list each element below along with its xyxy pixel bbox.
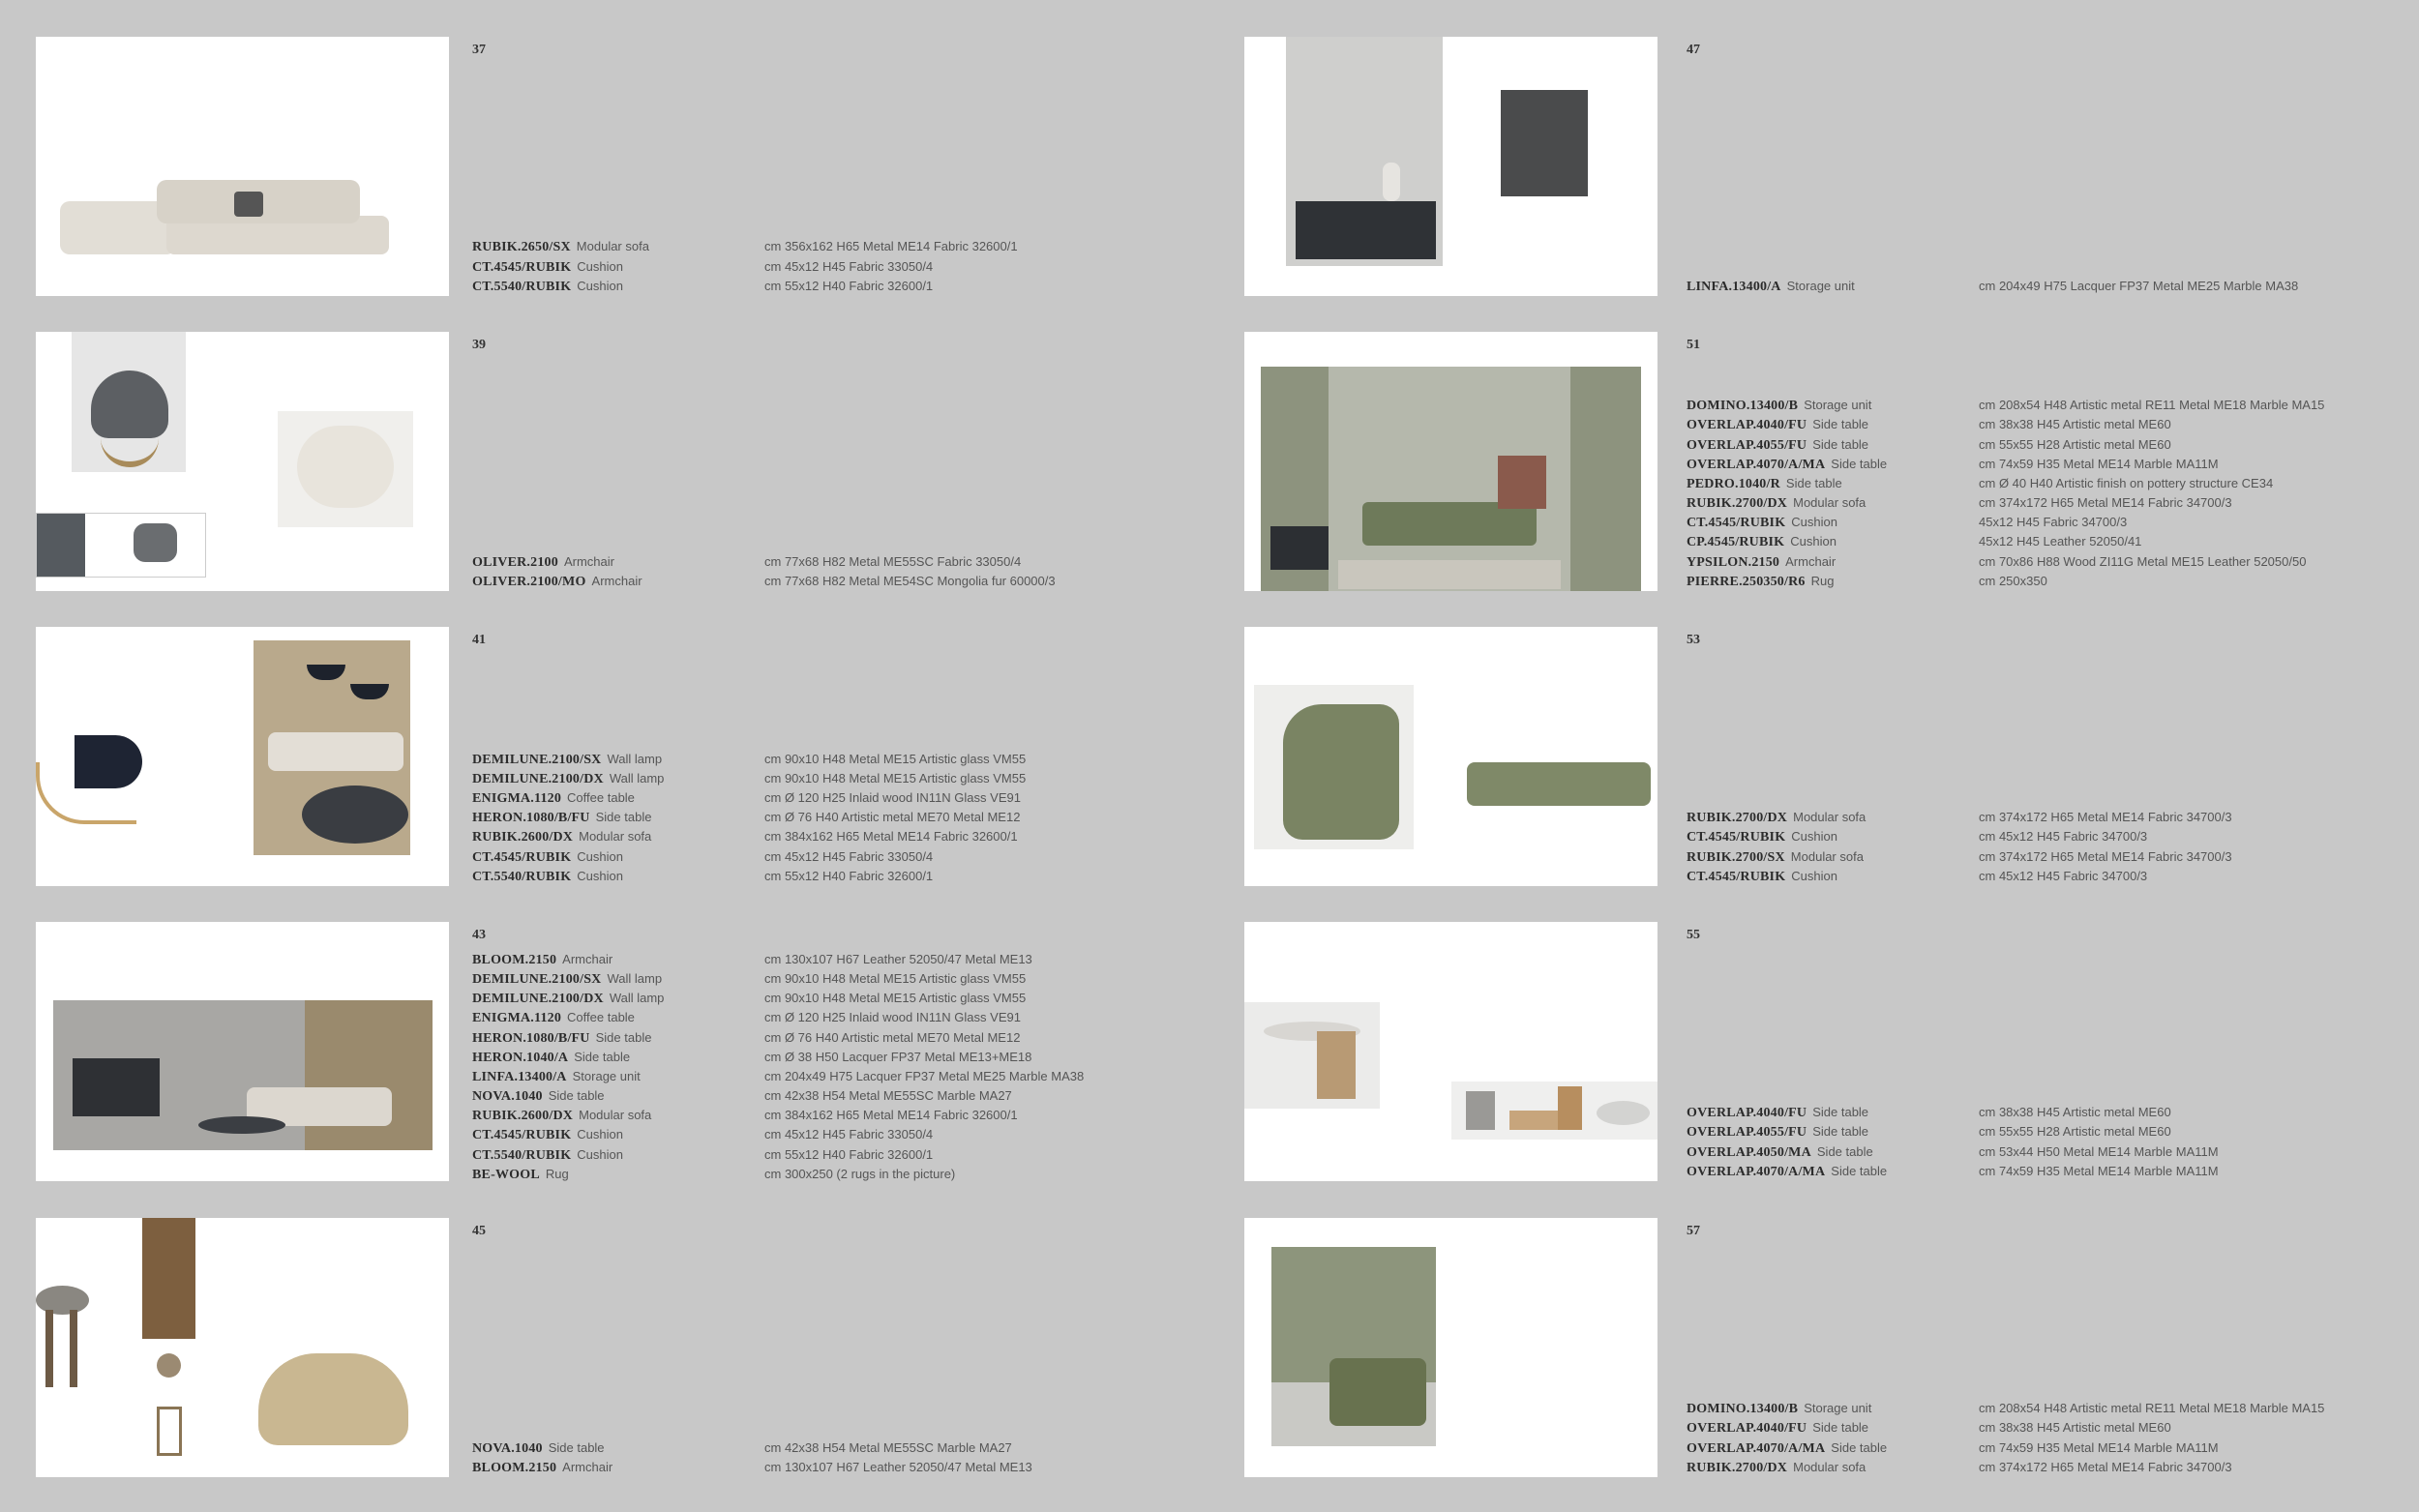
list-item: DOMINO.13400/B Storage unit cm 208x54 H48 Artistic metal RE11 Metal ME18 Marble MA15	[1687, 1401, 2325, 1417]
page-number: 41	[472, 633, 486, 647]
list-item: RUBIK.2650/SX Modular sofa cm 356x162 H65 Metal ME14 Fabric 32600/1	[472, 239, 1018, 255]
list-item: CT.4545/RUBIK Cushion cm 45x12 H45 Fabric 33050/4	[472, 1127, 934, 1143]
list-item: ENIGMA.1120 Coffee table cm Ø 120 H25 Inlaid wood IN11N Glass VE91	[472, 790, 1021, 807]
page-info-53	[1687, 627, 2419, 886]
living-room-image	[53, 1000, 433, 1150]
page-info-55	[1687, 922, 2419, 1181]
armchair-image	[72, 332, 186, 472]
living-room-image	[254, 640, 410, 855]
page-number: 53	[1687, 633, 1700, 647]
material-strip-image	[142, 1218, 195, 1455]
page-info-47	[1687, 37, 2419, 296]
item-list	[1687, 277, 2419, 296]
list-item: PIERRE.250350/R6 Rug cm 250x350	[1687, 573, 2047, 589]
item-list	[1687, 1399, 2419, 1477]
side-tables-group-image	[1451, 1082, 1657, 1140]
side-table-image	[1244, 1002, 1380, 1109]
list-item: OVERLAP.4055/FU Side table cm 55x55 H28 Artistic metal ME60	[1687, 1124, 2171, 1141]
list-item: OVERLAP.4050/MA Side table cm 53x44 H50 Metal ME14 Marble MA11M	[1687, 1143, 2219, 1160]
item-list	[472, 552, 1246, 591]
thumbnail-page-53[interactable]	[1244, 627, 1657, 886]
list-item: PEDRO.1040/R Side table cm Ø 40 H40 Artistic finish on pottery structure CE34	[1687, 475, 2274, 491]
sofa-detail-image	[1254, 685, 1414, 849]
list-item: LINFA.13400/A Storage unit cm 204x49 H75 Lacquer FP37 Metal ME25 Marble MA38	[472, 1068, 1085, 1084]
item-list	[1687, 1103, 2419, 1181]
sofa-image	[50, 163, 394, 259]
list-item: BLOOM.2150 Armchair cm 130x107 H67 Leather 52050/47 Metal ME13	[472, 951, 1032, 967]
list-item: OVERLAP.4040/FU Side table cm 38x38 H45 Artistic metal ME60	[1687, 1105, 2171, 1121]
list-item: NOVA.1040 Side table cm 42x38 H54 Metal ME55SC Marble MA27	[472, 1088, 1012, 1105]
list-item: NOVA.1040 Side table cm 42x38 H54 Metal ME55SC Marble MA27	[472, 1439, 1012, 1456]
list-item: CT.4545/RUBIK Cushion cm 45x12 H45 Fabric 33050/4	[472, 848, 934, 865]
fur-armchair-image	[278, 411, 413, 527]
list-item: ENIGMA.1120 Coffee table cm Ø 120 H25 Inlaid wood IN11N Glass VE91	[472, 1010, 1021, 1026]
thumbnail-page-51[interactable]	[1244, 332, 1657, 591]
list-item: RUBIK.2700/DX Modular sofa cm 374x172 H65 Metal ME14 Fabric 34700/3	[1687, 810, 2232, 826]
list-item: RUBIK.2700/DX Modular sofa cm 374x172 H65 Metal ME14 Fabric 34700/3	[1687, 1459, 2232, 1475]
wall-lamp-image	[36, 733, 171, 830]
list-item: HERON.1080/B/FU Side table cm Ø 76 H40 Artistic metal ME70 Metal ME12	[472, 1029, 1021, 1046]
list-item: CT.4545/RUBIK Cushion cm 45x12 H45 Fabric 34700/3	[1687, 829, 2148, 845]
list-item: LINFA.13400/A Storage unit cm 204x49 H75 Lacquer FP37 Metal ME25 Marble MA38	[1687, 278, 2299, 294]
list-item: CT.4545/RUBIK Cushion cm 45x12 H45 Fabric 33050/4	[472, 258, 934, 275]
list-item: CT.5540/RUBIK Cushion cm 55x12 H40 Fabric 32600/1	[472, 278, 934, 294]
armchair-image	[254, 1349, 413, 1450]
page-number: 57	[1687, 1224, 1700, 1238]
page-number: 47	[1687, 43, 1700, 57]
page-info-57	[1687, 1218, 2419, 1477]
item-list	[1687, 808, 2419, 886]
item-list	[472, 1438, 1246, 1477]
list-item: OVERLAP.4040/FU Side table cm 38x38 H45 Artistic metal ME60	[1687, 417, 2171, 433]
thumbnail-page-57[interactable]	[1244, 1218, 1657, 1477]
page-number: 55	[1687, 928, 1700, 942]
item-list	[1687, 396, 2419, 591]
list-item: BE-WOOL Rug cm 300x250 (2 rugs in the picture)	[472, 1166, 956, 1182]
sofa-image	[1467, 753, 1651, 811]
list-item: CT.5540/RUBIK Cushion cm 55x12 H40 Fabric 32600/1	[472, 1146, 934, 1163]
list-item: DEMILUNE.2100/SX Wall lamp cm 90x10 H48 Metal ME15 Artistic glass VM55	[472, 970, 1027, 987]
page-info-39	[472, 332, 1246, 591]
list-item: DEMILUNE.2100/DX Wall lamp cm 90x10 H48 Metal ME15 Artistic glass VM55	[472, 991, 1027, 1007]
list-item: DOMINO.13400/B Storage unit cm 208x54 H48 Artistic metal RE11 Metal ME18 Marble MA15	[1687, 398, 2325, 414]
page-info-45	[472, 1218, 1246, 1477]
page-number: 45	[472, 1224, 486, 1238]
list-item: OVERLAP.4070/A/MA Side table cm 74x59 H35 Metal ME14 Marble MA11M	[1687, 1439, 2219, 1456]
list-item: OLIVER.2100 Armchair cm 77x68 H82 Metal ME55SC Fabric 33050/4	[472, 553, 1022, 570]
page-info-43	[472, 922, 1246, 1181]
item-list	[472, 750, 1246, 886]
thumbnail-page-39[interactable]	[36, 332, 449, 591]
detail-images	[36, 513, 206, 578]
page-number: 43	[472, 928, 486, 942]
list-item: CT.4545/RUBIK Cushion cm 45x12 H45 Fabric 34700/3	[1687, 868, 2148, 884]
thumbnail-page-41[interactable]	[36, 627, 449, 886]
list-item: RUBIK.2600/DX Modular sofa cm 384x162 H65 Metal ME14 Fabric 32600/1	[472, 829, 1018, 845]
page-number: 51	[1687, 338, 1700, 352]
thumbnail-page-55[interactable]	[1244, 922, 1657, 1181]
list-item: RUBIK.2700/SX Modular sofa cm 374x172 H65 Metal ME14 Fabric 34700/3	[1687, 848, 2232, 865]
list-item: OVERLAP.4040/FU Side table cm 38x38 H45 Artistic metal ME60	[1687, 1420, 2171, 1437]
storage-unit-scene-image	[1286, 37, 1443, 266]
thumbnail-page-37[interactable]	[36, 37, 449, 296]
list-item: YPSILON.2150 Armchair cm 70x86 H88 Wood ZI11G Metal ME15 Leather 52050/50	[1687, 553, 2307, 570]
page-info-37	[472, 37, 1246, 296]
list-item: OVERLAP.4055/FU Side table cm 55x55 H28 Artistic metal ME60	[1687, 436, 2171, 453]
list-item: CP.4545/RUBIK Cushion 45x12 H45 Leather 52050/41	[1687, 534, 2142, 550]
list-item: CT.4545/RUBIK Cushion 45x12 H45 Fabric 34700/3	[1687, 515, 2128, 531]
page-number: 39	[472, 338, 486, 352]
side-table-image	[36, 1286, 89, 1392]
list-item: DEMILUNE.2100/DX Wall lamp cm 90x10 H48 Metal ME15 Artistic glass VM55	[472, 770, 1027, 786]
list-item: OLIVER.2100/MO Armchair cm 77x68 H82 Metal ME54SC Mongolia fur 60000/3	[472, 573, 1056, 589]
thumbnail-page-43[interactable]	[36, 922, 449, 1181]
list-item: CT.5540/RUBIK Cushion cm 55x12 H40 Fabric 32600/1	[472, 868, 934, 884]
list-item: BLOOM.2150 Armchair cm 130x107 H67 Leather 52050/47 Metal ME13	[472, 1459, 1032, 1475]
list-item: OVERLAP.4070/A/MA Side table cm 74x59 H35 Metal ME14 Marble MA11M	[1687, 1163, 2219, 1179]
page-info-51	[1687, 332, 2419, 591]
item-list	[472, 237, 1246, 296]
page-info-41	[472, 627, 1246, 886]
list-item: HERON.1040/A Side table cm Ø 38 H50 Lacquer FP37 Metal ME13+ME18	[472, 1049, 1032, 1065]
list-item: OVERLAP.4070/A/MA Side table cm 74x59 H35 Metal ME14 Marble MA11M	[1687, 456, 2219, 472]
list-item: HERON.1080/B/FU Side table cm Ø 76 H40 Artistic metal ME70 Metal ME12	[472, 810, 1021, 826]
list-item: RUBIK.2700/DX Modular sofa cm 374x172 H65 Metal ME14 Fabric 34700/3	[1687, 495, 2232, 512]
thumbnail-page-47[interactable]	[1244, 37, 1657, 296]
living-room-image	[1261, 367, 1641, 591]
storage-unit-detail-image	[1501, 90, 1588, 206]
sofa-scene-image	[1271, 1247, 1436, 1446]
thumbnail-page-45[interactable]	[36, 1218, 449, 1477]
item-list	[472, 950, 1246, 1184]
list-item: RUBIK.2600/DX Modular sofa cm 384x162 H65 Metal ME14 Fabric 32600/1	[472, 1108, 1018, 1124]
page-number: 37	[472, 43, 486, 57]
list-item: DEMILUNE.2100/SX Wall lamp cm 90x10 H48 Metal ME15 Artistic glass VM55	[472, 751, 1027, 767]
